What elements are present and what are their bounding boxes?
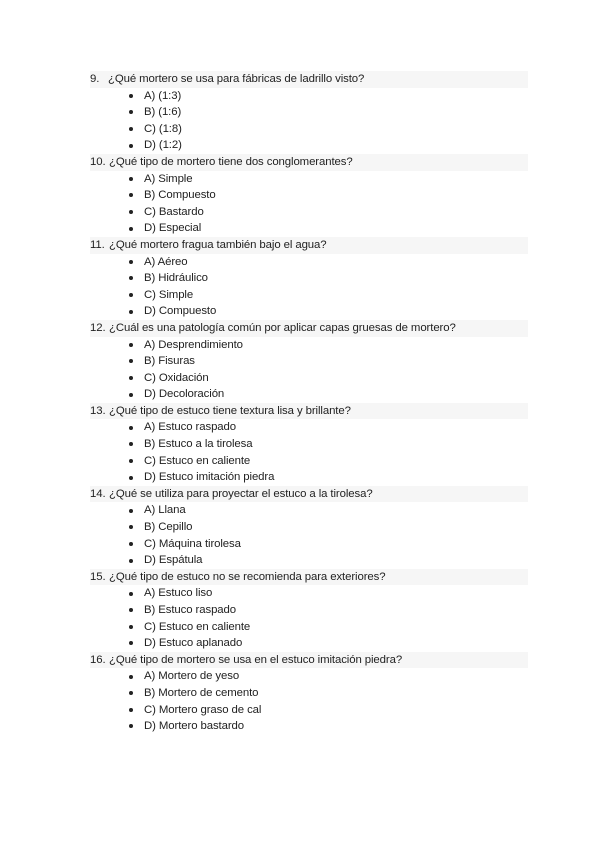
answer-option — [90, 104, 528, 121]
answer-option-label: D) Estuco imitación piedra — [144, 471, 275, 484]
answer-option — [90, 685, 528, 702]
answer-option-label: C) Bastardo — [144, 205, 204, 218]
question-block — [90, 652, 528, 735]
answer-option — [90, 220, 528, 237]
bullet-icon — [129, 177, 133, 181]
answer-option — [90, 552, 528, 569]
answer-option-label: D) Mortero bastardo — [144, 720, 245, 733]
bullet-icon — [129, 293, 133, 297]
bullet-icon — [129, 509, 133, 513]
bullet-icon — [129, 691, 133, 695]
bullet-icon — [129, 608, 133, 612]
answer-option-label: B) (1:6) — [144, 106, 182, 119]
question-line — [90, 486, 528, 503]
question-line — [90, 154, 528, 171]
question-block — [90, 403, 528, 486]
bullet-icon — [129, 110, 133, 114]
answer-option-label: D) Estuco aplanado — [144, 637, 243, 650]
answer-option — [90, 519, 528, 536]
bullet-icon — [129, 442, 133, 446]
answer-option-label: A) Estuco liso — [144, 587, 213, 600]
answer-option-label: B) Compuesto — [144, 189, 216, 202]
question-block — [90, 320, 528, 403]
answer-option-label: B) Hidráulico — [144, 272, 208, 285]
answer-option — [90, 386, 528, 403]
answer-option — [90, 270, 528, 287]
bullet-icon — [129, 641, 133, 645]
answer-option — [90, 137, 528, 154]
bullet-icon — [129, 542, 133, 546]
answer-options — [90, 254, 528, 320]
answer-option — [90, 718, 528, 735]
question-text: ¿Qué se utiliza para proyectar el estuco a la tirolesa? — [109, 487, 373, 500]
answer-option — [90, 204, 528, 221]
question-text: ¿Qué tipo de estuco no se recomienda para exteriores? — [109, 570, 386, 583]
answer-option-label: A) Mortero de yeso — [144, 670, 240, 683]
bullet-icon — [129, 94, 133, 98]
answer-option-label: A) Llana — [144, 504, 186, 517]
answer-options — [90, 668, 528, 734]
answer-option-label: C) Estuco en caliente — [144, 620, 251, 633]
answer-options — [90, 502, 528, 568]
question-text: ¿Cuál es una patología común por aplicar capas gruesas de mortero? — [109, 321, 456, 334]
bullet-icon — [129, 343, 133, 347]
answer-option-label: A) Estuco raspado — [144, 421, 237, 434]
question-number: 14. — [90, 487, 106, 500]
bullet-icon — [129, 476, 133, 480]
answer-options — [90, 171, 528, 237]
bullet-icon — [129, 276, 133, 280]
question-block — [90, 154, 528, 237]
answer-option — [90, 502, 528, 519]
answer-option — [90, 702, 528, 719]
answer-options — [90, 337, 528, 403]
question-line — [90, 569, 528, 586]
question-number: 9. — [90, 73, 100, 85]
bullet-icon — [129, 310, 133, 314]
answer-option — [90, 88, 528, 105]
answer-options — [90, 585, 528, 651]
question-line — [90, 320, 528, 337]
answer-option-label: C) (1:8) — [144, 122, 182, 135]
answer-options — [90, 88, 528, 154]
question-number: 12. — [90, 321, 106, 334]
bullet-icon — [129, 376, 133, 380]
bullet-icon — [129, 426, 133, 430]
question-number: 11. — [90, 238, 105, 251]
answer-option — [90, 419, 528, 436]
answer-option — [90, 121, 528, 138]
bullet-icon — [129, 144, 133, 148]
bullet-icon — [129, 708, 133, 712]
bullet-icon — [129, 625, 133, 629]
question-line — [90, 652, 528, 669]
question-line — [90, 403, 528, 420]
answer-option — [90, 619, 528, 636]
question-line — [90, 237, 528, 254]
answer-option — [90, 254, 528, 271]
answer-option — [90, 585, 528, 602]
bullet-icon — [129, 592, 133, 596]
answer-options — [90, 419, 528, 485]
answer-option-label: B) Estuco raspado — [144, 604, 237, 616]
question-text: ¿Qué tipo de mortero tiene dos conglomerantes? — [109, 155, 353, 168]
answer-option — [90, 171, 528, 188]
bullet-icon — [129, 193, 133, 197]
answer-option-label: A) Desprendimiento — [144, 338, 243, 351]
bullet-icon — [129, 459, 133, 463]
answer-option — [90, 436, 528, 453]
answer-option-label: A) (1:3) — [144, 89, 182, 102]
answer-option-label: C) Simple — [144, 288, 194, 301]
answer-option — [90, 187, 528, 204]
answer-option — [90, 370, 528, 387]
answer-option-label: B) Cepillo — [144, 521, 193, 534]
bullet-icon — [129, 724, 133, 728]
answer-option — [90, 668, 528, 685]
question-block — [90, 237, 528, 320]
answer-option-label: A) Aéreo — [144, 255, 188, 268]
answer-option — [90, 353, 528, 370]
answer-option-label: C) Máquina tirolesa — [144, 537, 241, 550]
answer-option — [90, 602, 528, 619]
answer-option-label: D) Compuesto — [144, 305, 217, 318]
bullet-icon — [129, 260, 133, 264]
question-number: 13. — [90, 404, 106, 417]
bullet-icon — [129, 559, 133, 563]
question-number: 10. — [90, 155, 106, 168]
answer-option-label: D) (1:2) — [144, 139, 182, 152]
answer-option-label: D) Especial — [144, 222, 202, 235]
bullet-icon — [129, 359, 133, 363]
answer-option-label: C) Oxidación — [144, 371, 209, 384]
question-block — [90, 486, 528, 569]
answer-option — [90, 536, 528, 553]
bullet-icon — [129, 210, 133, 214]
answer-option-label: C) Mortero graso de cal — [144, 703, 262, 716]
quiz-list — [90, 71, 528, 735]
answer-option-label: D) Espátula — [144, 554, 203, 567]
answer-option — [90, 287, 528, 304]
answer-option — [90, 469, 528, 486]
answer-option-label: A) Simple — [144, 172, 193, 185]
question-number: 16. — [90, 653, 106, 666]
bullet-icon — [129, 227, 133, 231]
bullet-icon — [129, 393, 133, 397]
answer-option — [90, 453, 528, 470]
answer-option — [90, 337, 528, 354]
question-text: ¿Qué tipo de estuco tiene textura lisa y brillante? — [109, 404, 351, 417]
question-block — [90, 569, 528, 652]
answer-option-label: D) Decoloración — [144, 388, 225, 401]
question-line — [90, 71, 528, 88]
answer-option-label: B) Fisuras — [144, 355, 195, 368]
bullet-icon — [129, 675, 133, 679]
answer-option-label: B) Estuco a la tirolesa — [144, 438, 253, 451]
answer-option — [90, 635, 528, 652]
question-text: ¿Qué mortero fragua también bajo el agua? — [109, 238, 327, 251]
question-text: ¿Qué tipo de mortero se usa en el estuco imitación piedra? — [109, 653, 403, 666]
answer-option — [90, 303, 528, 320]
bullet-icon — [129, 525, 133, 529]
bullet-icon — [129, 127, 133, 131]
question-block — [90, 71, 528, 154]
answer-option-label: B) Mortero de cemento — [144, 686, 259, 699]
answer-option-label: C) Estuco en caliente — [144, 454, 251, 467]
question-number: 15. — [90, 570, 106, 583]
question-text: ¿Qué mortero se usa para fábricas de ladrillo visto? — [108, 73, 365, 85]
